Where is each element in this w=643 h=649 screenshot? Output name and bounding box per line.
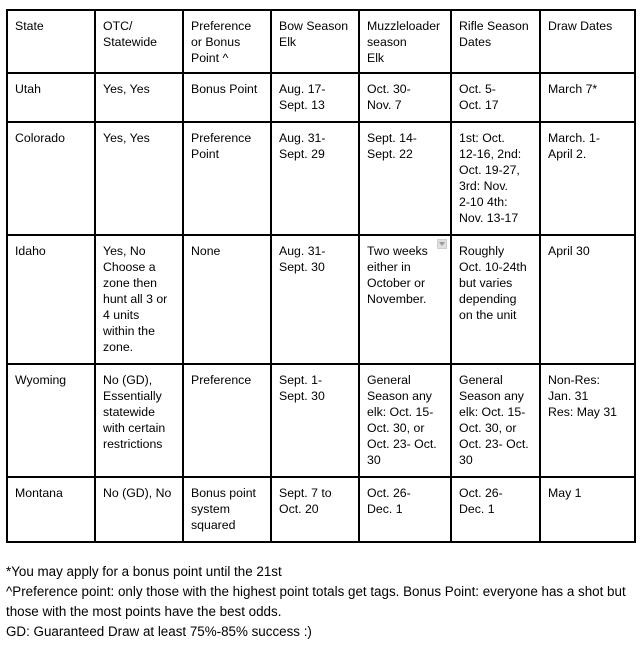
cell-text: Aug. 17- Sept. 13 bbox=[279, 82, 326, 112]
footnote-guaranteed-draw[interactable]: GD: Guaranteed Draw at least 75%-85% success :) bbox=[6, 624, 312, 639]
cell-text: Oct. 26- Dec. 1 bbox=[459, 486, 503, 516]
header-preference-text: Preference or Bonus Point ^ bbox=[191, 19, 252, 65]
cell-text: April 30 bbox=[548, 244, 590, 258]
header-cell-rifle[interactable] bbox=[451, 10, 540, 73]
footnote-preference-point[interactable]: ^Preference point: only those with the highest point totals get tags. Bonus Point: everyone has a shot but those with the most points have the best odds. bbox=[6, 584, 626, 619]
header-draw-text: Draw Dates bbox=[548, 19, 613, 33]
cell-colorado-state[interactable] bbox=[7, 122, 95, 235]
cell-text: Wyoming bbox=[15, 373, 67, 387]
header-cell-muzzleloader[interactable] bbox=[359, 10, 451, 73]
cell-text: Sept. 7 to Oct. 20 bbox=[279, 486, 332, 516]
footnotes bbox=[6, 562, 636, 642]
cell-text: Bonus point system squared bbox=[191, 486, 256, 532]
cell-montana-preference[interactable] bbox=[183, 477, 271, 542]
header-otc-text: OTC/ Statewide bbox=[103, 19, 158, 49]
table-row-colorado bbox=[7, 122, 635, 235]
cell-idaho-bow[interactable] bbox=[271, 235, 359, 364]
cell-montana-muzzleloader[interactable] bbox=[359, 477, 451, 542]
cell-text: Oct. 30- Nov. 7 bbox=[367, 82, 411, 112]
cell-utah-state[interactable] bbox=[7, 73, 95, 122]
header-muzzleloader-text: Muzzleloader season Elk bbox=[367, 19, 441, 65]
cell-colorado-bow[interactable] bbox=[271, 122, 359, 235]
table-row-montana bbox=[7, 477, 635, 542]
cell-text: March 7* bbox=[548, 82, 598, 96]
cell-text: Non-Res: Jan. 31 Res: May 31 bbox=[548, 373, 618, 419]
cell-text: None bbox=[191, 244, 221, 258]
cell-text: Preference bbox=[191, 373, 252, 387]
cell-text: Oct. 5- Oct. 17 bbox=[459, 82, 499, 112]
elk-season-table-container bbox=[6, 9, 634, 543]
dropdown-caret-icon[interactable] bbox=[437, 239, 447, 249]
cell-idaho-otc[interactable] bbox=[95, 235, 183, 364]
header-cell-state[interactable] bbox=[7, 10, 95, 73]
cell-text: Yes, Yes bbox=[103, 82, 150, 96]
cell-idaho-draw[interactable] bbox=[540, 235, 635, 364]
cell-utah-bow[interactable] bbox=[271, 73, 359, 122]
cell-text: 1st: Oct. 12-16, 2nd: Oct. 19-27, 3rd: Nov. 2-10 4th: Nov. 13-17 bbox=[459, 131, 522, 225]
cell-idaho-muzzleloader[interactable] bbox=[359, 235, 451, 364]
table-row-wyoming bbox=[7, 364, 635, 477]
cell-colorado-draw[interactable] bbox=[540, 122, 635, 235]
cell-idaho-preference[interactable] bbox=[183, 235, 271, 364]
cell-montana-draw[interactable] bbox=[540, 477, 635, 542]
cell-text: Oct. 26- Dec. 1 bbox=[367, 486, 411, 516]
cell-text: Utah bbox=[15, 82, 41, 96]
cell-colorado-muzzleloader[interactable] bbox=[359, 122, 451, 235]
cell-colorado-otc[interactable] bbox=[95, 122, 183, 235]
cell-text: May 1 bbox=[548, 486, 582, 500]
cell-montana-bow[interactable] bbox=[271, 477, 359, 542]
cell-text: Roughly Oct. 10-24th but varies depending on the unit bbox=[459, 244, 527, 322]
cell-text: Colorado bbox=[15, 131, 65, 145]
cell-text: General Season any elk: Oct. 15- Oct. 30, or Oct. 23- Oct. 30 bbox=[459, 373, 529, 467]
cell-text: General Season any elk: Oct. 15- Oct. 30, or Oct. 23- Oct. 30 bbox=[367, 373, 437, 467]
cell-idaho-state[interactable] bbox=[7, 235, 95, 364]
cell-text: No (GD), No bbox=[103, 486, 172, 500]
cell-text: March. 1- April 2. bbox=[548, 131, 600, 161]
cell-text: Yes, Yes bbox=[103, 131, 150, 145]
elk-season-table bbox=[6, 9, 636, 543]
cell-wyoming-bow[interactable] bbox=[271, 364, 359, 477]
cell-text: Aug. 31- Sept. 29 bbox=[279, 131, 326, 161]
header-cell-draw[interactable] bbox=[540, 10, 635, 73]
footnote-bonus-point[interactable]: *You may apply for a bonus point until the 21st bbox=[6, 564, 282, 579]
cell-text: Bonus Point bbox=[191, 82, 258, 96]
cell-utah-rifle[interactable] bbox=[451, 73, 540, 122]
table-row-idaho bbox=[7, 235, 635, 364]
cell-montana-state[interactable] bbox=[7, 477, 95, 542]
header-bow-text: Bow Season Elk bbox=[279, 19, 349, 49]
header-rifle-text: Rifle Season Dates bbox=[459, 19, 529, 49]
cell-montana-otc[interactable] bbox=[95, 477, 183, 542]
cell-wyoming-state[interactable] bbox=[7, 364, 95, 477]
cell-idaho-rifle[interactable] bbox=[451, 235, 540, 364]
cell-text: Yes, No Choose a zone then hunt all 3 or 4 units within the zone. bbox=[103, 244, 168, 354]
cell-text: Sept. 14- Sept. 22 bbox=[367, 131, 417, 161]
cell-colorado-rifle[interactable] bbox=[451, 122, 540, 235]
header-state-text: State bbox=[15, 19, 44, 33]
cell-wyoming-otc[interactable] bbox=[95, 364, 183, 477]
cell-montana-rifle[interactable] bbox=[451, 477, 540, 542]
cell-wyoming-draw[interactable] bbox=[540, 364, 635, 477]
cell-utah-otc[interactable] bbox=[95, 73, 183, 122]
cell-text: Two weeks either in October or November. bbox=[367, 244, 428, 306]
cell-text: Preference Point bbox=[191, 131, 252, 161]
cell-text: No (GD), Essentially statewide with certain restrictions bbox=[103, 373, 166, 451]
table-header-row bbox=[7, 10, 635, 73]
cell-text: Idaho bbox=[15, 244, 46, 258]
cell-text: Montana bbox=[15, 486, 63, 500]
cell-utah-muzzleloader[interactable] bbox=[359, 73, 451, 122]
cell-text: Aug. 31- Sept. 30 bbox=[279, 244, 326, 274]
cell-wyoming-muzzleloader[interactable] bbox=[359, 364, 451, 477]
cell-wyoming-rifle[interactable] bbox=[451, 364, 540, 477]
cell-utah-preference[interactable] bbox=[183, 73, 271, 122]
header-cell-preference[interactable] bbox=[183, 10, 271, 73]
cell-colorado-preference[interactable] bbox=[183, 122, 271, 235]
cell-utah-draw[interactable] bbox=[540, 73, 635, 122]
header-cell-otc[interactable] bbox=[95, 10, 183, 73]
cell-text: Sept. 1- Sept. 30 bbox=[279, 373, 325, 403]
table-row-utah bbox=[7, 73, 635, 122]
cell-wyoming-preference[interactable] bbox=[183, 364, 271, 477]
header-cell-bow[interactable] bbox=[271, 10, 359, 73]
